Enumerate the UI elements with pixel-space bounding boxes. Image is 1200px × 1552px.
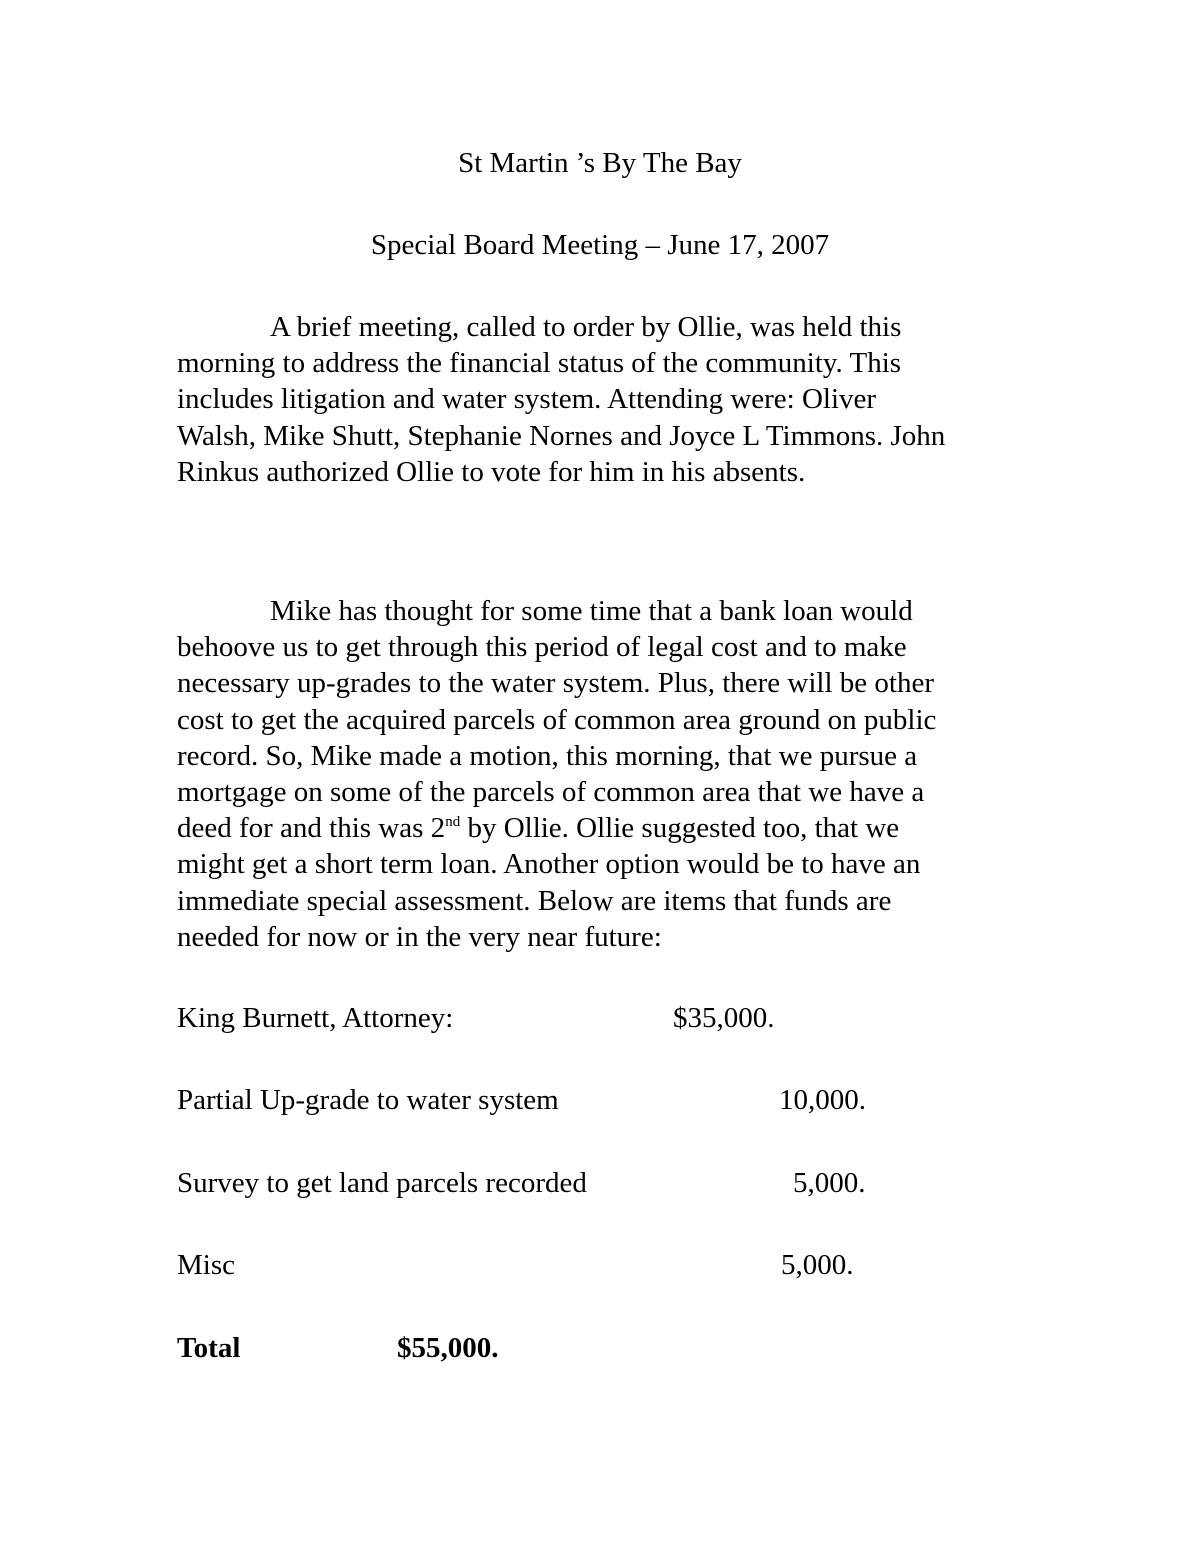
paragraph-line: morning to address the financial status of the community. This <box>177 347 902 380</box>
paragraph-line: necessary up-grades to the water system. Plus, there will be other <box>177 667 935 700</box>
expense-label-survey: Survey to get land parcels recorded <box>177 1167 587 1199</box>
expense-label-attorney: King Burnett, Attorney: <box>177 1002 454 1034</box>
paragraph-line: immediate special assessment. Below are items that funds are <box>177 884 892 917</box>
paragraph-line: A brief meeting, called to order by Ollie, was held this <box>270 311 902 343</box>
expense-label-misc: Misc <box>177 1249 235 1281</box>
paragraph-line: Mike has thought for some time that a bank loan would <box>270 595 913 627</box>
expense-amount-water-system: 10,000. <box>779 1084 866 1116</box>
total-label: Total <box>177 1332 241 1364</box>
meeting-subtitle: Special Board Meeting – June 17, 2007 <box>370 229 830 261</box>
loan-motion-paragraph <box>177 593 1037 955</box>
paragraph-line: Rinkus authorized Ollie to vote for him in his absents. <box>177 455 806 488</box>
paragraph-line: behoove us to get through this period of legal cost and to make <box>177 631 907 664</box>
paragraph-line: Walsh, Mike Shutt, Stephanie Nornes and Joyce L Timmons. John <box>177 419 946 452</box>
ordinal-superscript: nd <box>445 814 461 831</box>
expense-amount-misc: 5,000. <box>781 1249 854 1281</box>
attendance-paragraph <box>177 309 1037 490</box>
expense-label-water-system: Partial Up-grade to water system <box>177 1084 559 1116</box>
paragraph-line: deed for and this was 2nd by Ollie. Ollie suggested too, that we <box>177 812 900 845</box>
paragraph-line: mortgage on some of the parcels of common area that we have a <box>177 776 925 809</box>
paragraph-line: might get a short term loan. Another option would be to have an <box>177 848 921 881</box>
paragraph-line: includes litigation and water system. Attending were: Oliver <box>177 383 877 416</box>
paragraph-line: needed for now or in the very near future: <box>177 920 662 953</box>
paragraph-line: record. So, Mike made a motion, this morning, that we pursue a <box>177 739 918 772</box>
expense-amount-attorney: $35,000. <box>673 1002 775 1034</box>
expense-amount-survey: 5,000. <box>793 1167 866 1199</box>
total-amount: $55,000. <box>397 1332 499 1364</box>
paragraph-line: cost to get the acquired parcels of common area ground on public <box>177 703 937 736</box>
document-title: St Martin ’s By The Bay <box>458 147 742 179</box>
